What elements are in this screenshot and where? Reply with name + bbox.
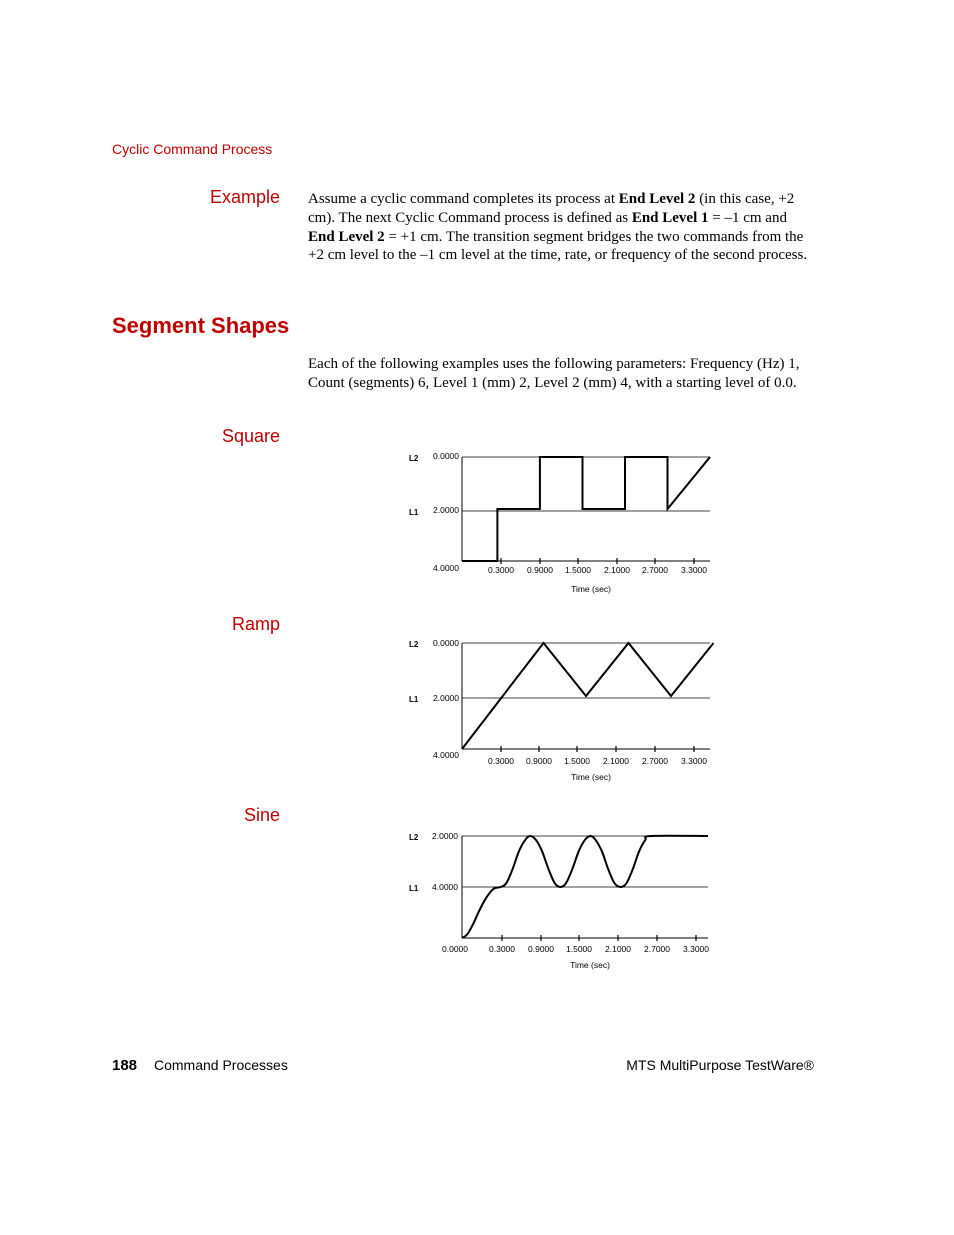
- end-level-2-term: End Level 2: [618, 191, 696, 207]
- example-label: Example: [209, 187, 280, 207]
- running-header: Cyclic Command Process: [112, 141, 273, 157]
- page-number: 188: [112, 1057, 138, 1074]
- x-tick-label: 0.9000: [527, 565, 553, 575]
- level-2-label: L2: [409, 833, 419, 842]
- y-tick-label: 4.0000: [433, 750, 459, 760]
- square-chart-svg: [395, 446, 725, 598]
- level-1-label: L1: [409, 884, 419, 893]
- level-2-label: L2: [409, 454, 419, 463]
- ramp-chart: [395, 633, 725, 785]
- sine-chart-svg: [395, 826, 725, 976]
- x-axis-label: Time (sec): [570, 960, 610, 970]
- x-tick-label: 1.5000: [565, 565, 591, 575]
- level-1-label: L1: [409, 695, 419, 704]
- x-tick-label: 3.3000: [681, 565, 707, 575]
- x-tick-label: 0.3000: [488, 756, 514, 766]
- y-tick-label: 0.0000: [433, 451, 459, 461]
- y-tick-label: 4.0000: [433, 563, 459, 573]
- x-tick-label: 2.7000: [644, 944, 670, 954]
- y-tick-label: 0.0000: [433, 638, 459, 648]
- x-tick-label: 2.7000: [642, 565, 668, 575]
- example-paragraph: Assume a cyclic command completes its process at End Level 2 (in this case, +2 cm). The next Cyclic Command process is defined as End Level 1 = –1 cm and End Level 2 = +1 cm. The transition segment bridges the two commands from the +2 cm level to the –1 cm level at the time, rate, or frequency of the second process.: [308, 191, 808, 264]
- x-tick-label: 0.0000: [442, 944, 468, 954]
- x-tick-label: 0.9000: [528, 944, 554, 954]
- footer-product: MTS MultiPurpose TestWare®: [626, 1057, 814, 1073]
- level-1-label: L1: [409, 508, 419, 517]
- x-tick-label: 0.9000: [526, 756, 552, 766]
- x-axis-label: Time (sec): [571, 772, 611, 782]
- y-tick-label: 2.0000: [433, 693, 459, 703]
- x-tick-label: 3.3000: [683, 944, 709, 954]
- footer-section: Command Processes: [154, 1057, 288, 1073]
- y-tick-label: 4.0000: [432, 882, 458, 892]
- sine-chart: [395, 826, 725, 976]
- x-tick-label: 0.3000: [488, 565, 514, 575]
- end-level-2-term: End Level 2: [308, 228, 385, 245]
- y-tick-label: 2.0000: [432, 831, 458, 841]
- level-2-label: L2: [409, 640, 419, 649]
- x-tick-label: 2.1000: [604, 565, 630, 575]
- y-tick-label: 2.0000: [433, 505, 459, 515]
- x-tick-label: 0.3000: [489, 944, 515, 954]
- x-tick-label: 1.5000: [564, 756, 590, 766]
- x-axis-label: Time (sec): [571, 584, 611, 594]
- section-title: Segment Shapes: [112, 313, 290, 338]
- x-tick-label: 2.1000: [603, 756, 629, 766]
- square-series-line: [462, 457, 710, 561]
- intro-paragraph: Each of the following examples uses the following parameters: Frequency (Hz) 1, Count (segments) 6, Level 1 (mm) 2, Level 2 (mm) 4, with a starting level of 0.0.: [308, 356, 800, 391]
- ramp-series-line: [462, 643, 714, 749]
- sine-label: Sine: [243, 805, 280, 825]
- x-tick-label: 2.1000: [605, 944, 631, 954]
- end-level-1-term: End Level 1: [631, 209, 709, 226]
- x-tick-label: 3.3000: [681, 756, 707, 766]
- square-chart: [395, 446, 725, 598]
- x-tick-label: 2.7000: [642, 756, 668, 766]
- ramp-label: Ramp: [231, 614, 280, 634]
- x-tick-label: 1.5000: [566, 944, 592, 954]
- square-label: Square: [221, 426, 280, 446]
- ramp-chart-svg: [395, 633, 725, 785]
